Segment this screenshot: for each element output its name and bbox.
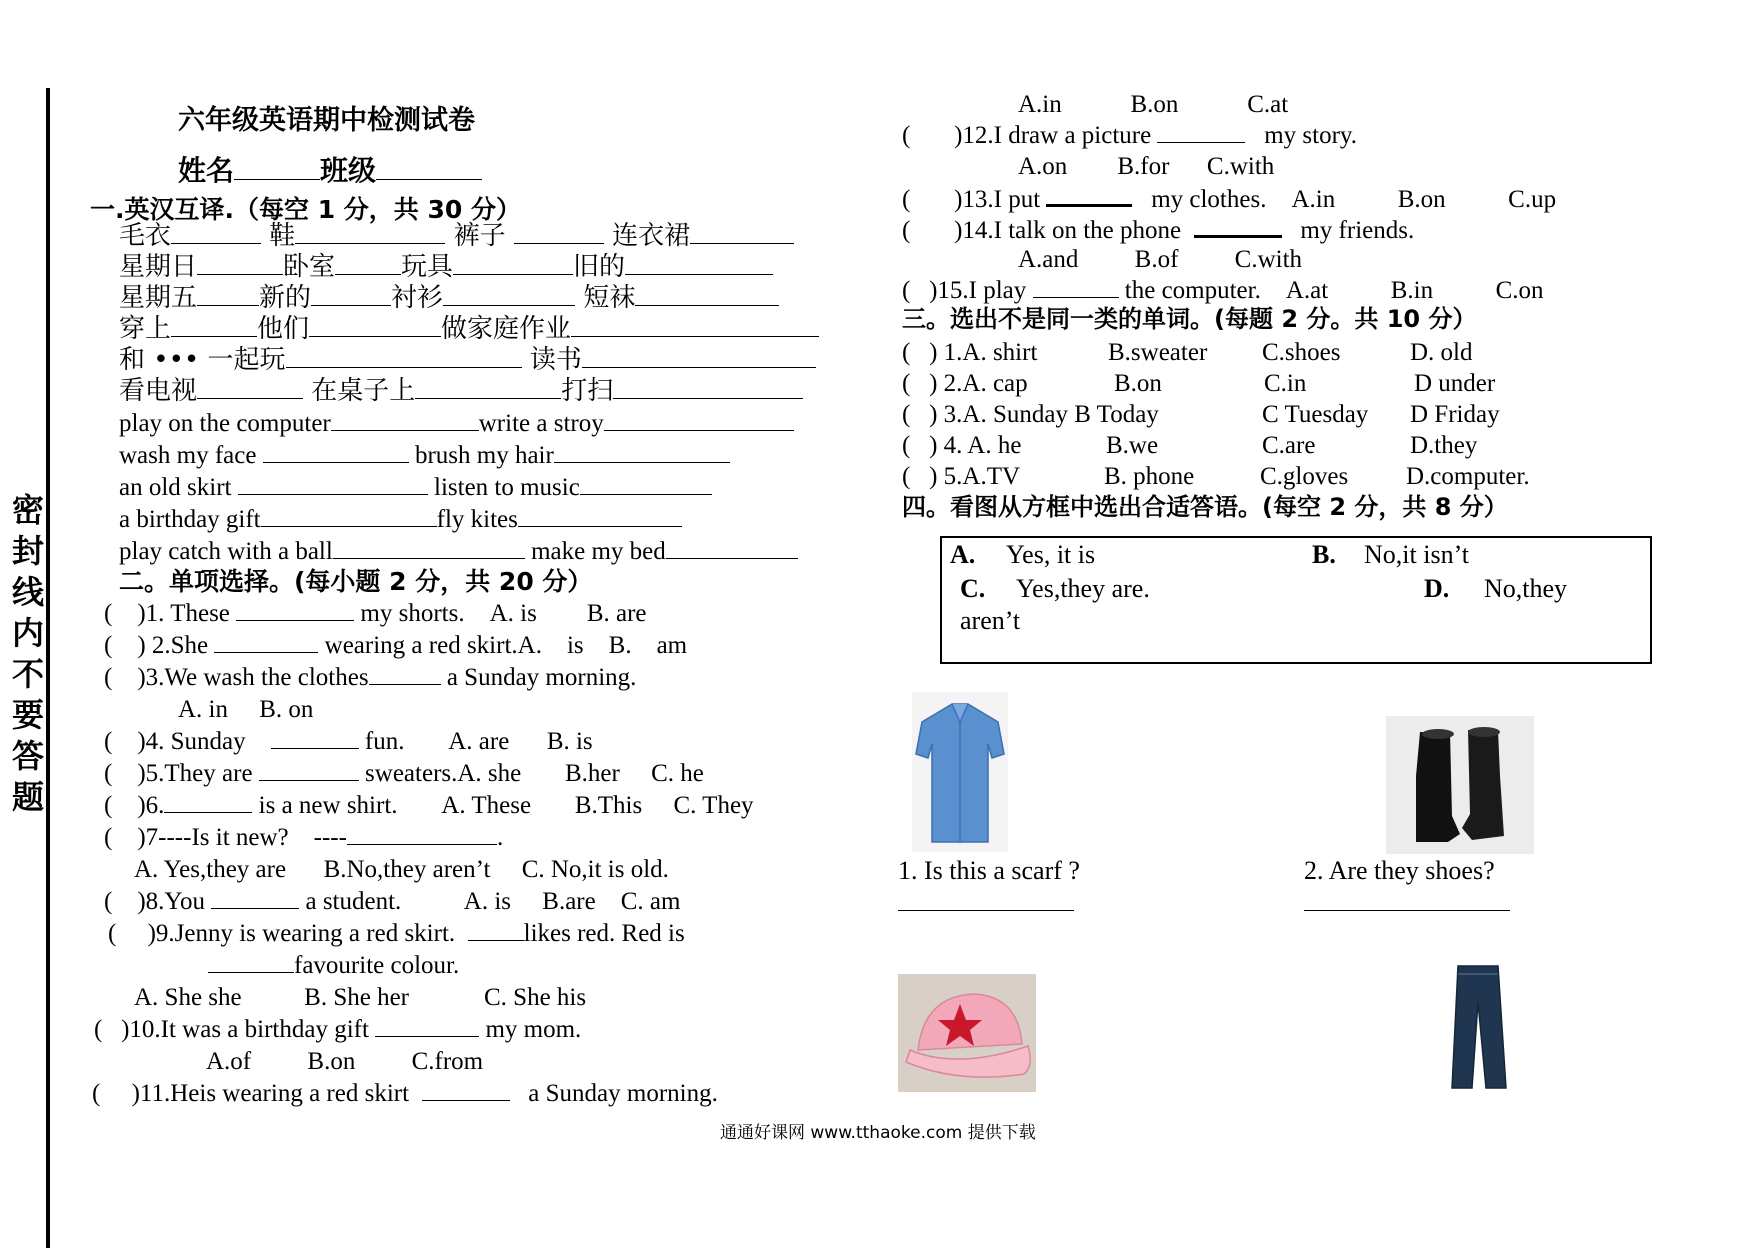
footer-source: 通通好课网 www.tthaoke.com 提供下载	[720, 1123, 1036, 1143]
answer-options-box: A. Yes, it is B. No,it isn’t C. Yes,they are. D. No,they aren’t	[940, 536, 1652, 664]
boots-picture	[1386, 716, 1534, 854]
section4-heading: 四。看图从方框中选出合适答语。(每空 2 分，共 8 分）	[902, 493, 1508, 521]
question-7-options: A. Yes,they are B.No,they aren’t C. No,it is old.	[134, 856, 669, 883]
question-14: ( )14.I talk on the phone my friends.	[902, 213, 1414, 247]
section2-heading: 二。单项选择。(每小题 2 分，共 20 分）	[119, 567, 593, 596]
section1-heading: 一.英汉互译.（每空 1 分，共 30 分）	[90, 195, 521, 224]
vocab-row-3: 星期五 新的 衬衫 短袜	[119, 283, 779, 315]
shirt-picture	[912, 692, 1008, 852]
vocab-row-11: play catch with a ball make my bed	[119, 536, 798, 568]
student-info: 姓名 班级	[178, 149, 482, 189]
question-11: ( )11.Heis wearing a red skirt a Sunday morning.	[92, 1080, 718, 1107]
answer-blank-1[interactable]	[898, 910, 1074, 911]
picture-question-1: 1. Is this a scarf ?	[898, 856, 1080, 885]
question-6: ( )6. is a new shirt. A. These B.This C. They	[104, 792, 754, 819]
odd-one-out-5: ( ) 5.A.TV B. phone C.gloves D.computer.	[902, 463, 1530, 490]
question-2: ( ) 2.She wearing a red skirt.A. is B. am	[104, 632, 688, 659]
odd-one-out-2: ( ) 2.A. cap B.on C.in D under	[902, 370, 1496, 397]
question-7: ( )7----Is it new? ---- .	[104, 824, 504, 851]
question-12: ( )12.I draw a picture my story.	[902, 122, 1358, 149]
vocab-row-1: 毛衣 鞋 裤子 连衣裙	[119, 221, 794, 253]
question-11-options: A.in B.on C.at	[1018, 91, 1289, 118]
answer-blank-2[interactable]	[1304, 910, 1510, 911]
vocab-row-9: an old skirt listen to music	[119, 472, 712, 504]
odd-one-out-4: ( ) 4. A. he B.we C.are D.they	[902, 432, 1478, 459]
left-column	[88, 214, 868, 1107]
question-5: ( )5.They are sweaters.A. she B.her C. he	[104, 760, 704, 787]
question-8: ( )8.You a student. A. is B.are C. am	[104, 888, 681, 915]
seal-line-notice: 密 封 线 内 不 要 答 题	[11, 491, 44, 816]
question-15: ( )15.I play the computer. A.at B.in C.on	[902, 277, 1544, 304]
question-4: ( )4. Sunday fun. A. are B. is	[104, 728, 593, 755]
section3-heading: 三。选出不是同一类的单词。(每题 2 分。共 10 分）	[902, 305, 1477, 333]
question-9: ( )9.Jenny is wearing a red skirt. likes red. Red is	[108, 920, 685, 947]
vocab-row-6: 看电视 在桌子上 打扫	[119, 376, 803, 408]
vocab-row-10: a birthday gift fly kites	[119, 504, 682, 536]
question-10: ( )10.It was a birthday gift my mom.	[94, 1016, 582, 1043]
question-9-options: A. She she B. She her C. She his	[134, 984, 587, 1011]
odd-one-out-1: ( ) 1.A. shirt B.sweater C.shoes D. old	[902, 339, 1473, 366]
odd-one-out-3: ( ) 3.A. Sunday B Today C Tuesday D Friday	[902, 401, 1500, 428]
jeans-picture	[1444, 962, 1512, 1094]
question-14-options: A.and B.of C.with	[1018, 246, 1303, 273]
question-3-options: A. in B. on	[178, 696, 314, 723]
question-1: ( )1. These my shorts. A. is B. are	[104, 600, 647, 627]
question-3: ( )3.We wash the clothes a Sunday morning.	[104, 664, 637, 691]
question-10-options: A.of B.on C.from	[206, 1048, 484, 1075]
vocab-row-7: play on the computer write a stroy	[119, 408, 794, 440]
vocab-row-4: 穿上 他们 做家庭作业	[119, 314, 819, 346]
question-9-line2: favourite colour.	[208, 950, 459, 982]
vocab-row-5: 和 ••• 一起玩 读书	[119, 345, 816, 377]
picture-question-2: 2. Are they shoes?	[1304, 856, 1495, 885]
cap-picture	[898, 974, 1036, 1092]
vocab-row-2: 星期日 卧室 玩具 旧的	[119, 252, 773, 284]
question-13: ( )13.I put my clothes. A.in B.on C.up	[902, 182, 1556, 216]
question-12-options: A.on B.for C.with	[1018, 153, 1275, 180]
vocab-row-8: wash my face brush my hair	[119, 440, 730, 472]
page-title: 六年级英语期中检测试卷	[178, 105, 475, 136]
